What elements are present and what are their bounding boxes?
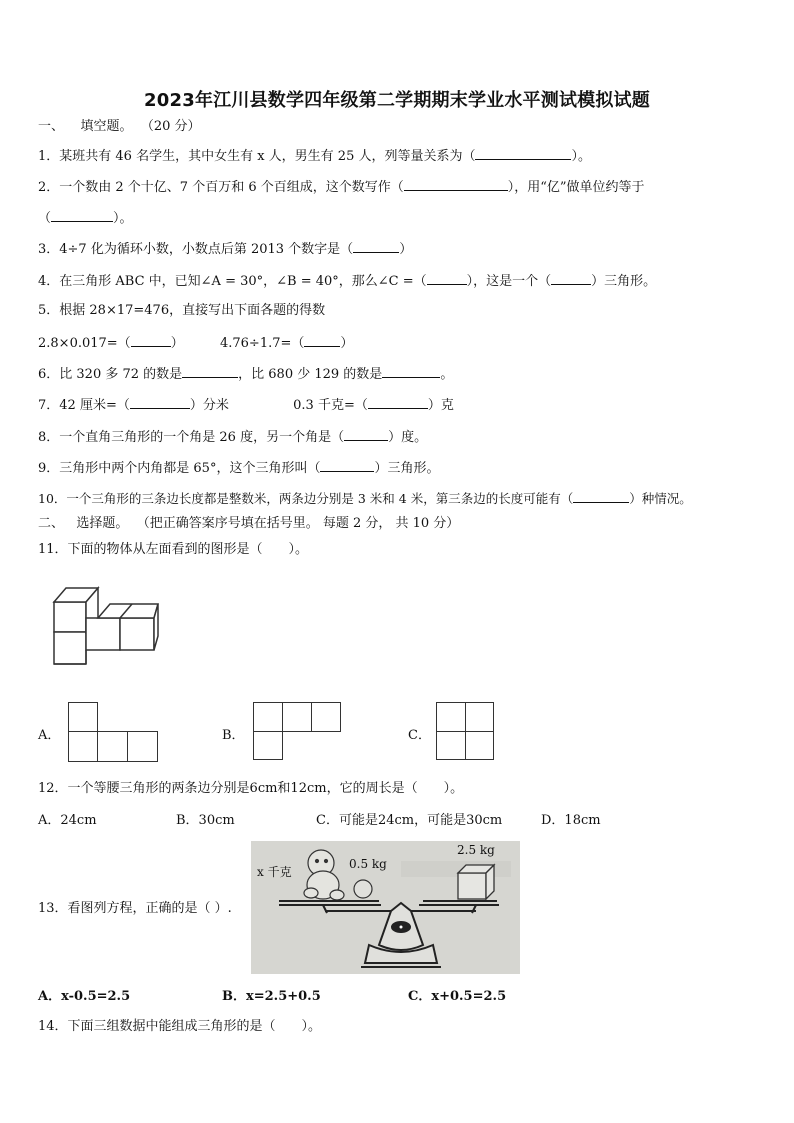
question-2	[38, 177, 645, 197]
q7b-text-end: ）克	[427, 398, 454, 413]
question-14	[38, 1018, 321, 1036]
q7a-text-end: ）分米	[189, 398, 229, 413]
q5a-answer-blank[interactable]	[131, 333, 171, 347]
q2-text-mid: ），用“亿”做单位约等于	[507, 180, 645, 195]
q5b-answer-blank[interactable]	[304, 333, 340, 347]
q13-scale-image	[251, 841, 520, 974]
question-2-cont	[38, 208, 133, 228]
q11-option-c-label[interactable]: C．	[408, 728, 431, 743]
cube-front-top	[54, 602, 86, 632]
q13-option-c[interactable]: C．x+0.5=2.5	[408, 989, 507, 1004]
q2-line2-open: （	[38, 211, 52, 226]
q1-answer-blank[interactable]	[475, 146, 571, 160]
q11-text: 11．下面的物体从左面看到的图形是（ ）。	[38, 542, 309, 557]
q13-half-kg-label: 0.5 kg	[349, 857, 387, 871]
q12-option-c[interactable]: C．可能是24cm，可能是30cm	[316, 813, 503, 828]
q9-text-end: ）三角形。	[374, 461, 440, 476]
question-5	[38, 302, 325, 320]
section-1-num: 一、	[38, 119, 65, 134]
section-1-header	[38, 118, 201, 136]
q11-option-c-figure[interactable]	[436, 702, 494, 760]
q7a-answer-blank[interactable]	[130, 395, 190, 409]
question-13	[38, 900, 232, 918]
section-2-header	[38, 515, 459, 533]
question-11	[38, 541, 308, 559]
q8-text: 8．一个直角三角形的一个角是 26 度，另一个角是（	[38, 430, 345, 445]
q8-text-end: ）度。	[388, 430, 428, 445]
q11-option-b-label[interactable]: B．	[222, 728, 245, 743]
q2-text: 2．一个数由 2 个十亿、7 个百万和 6 个百组成，这个数写作（	[38, 180, 404, 195]
q10-text-end: ）种情况。	[629, 491, 692, 506]
q1-text-end: ）。	[571, 149, 591, 164]
q11-option-a-figure[interactable]	[68, 702, 158, 762]
q8-answer-blank[interactable]	[344, 427, 388, 441]
q12-option-a[interactable]: A．24cm	[38, 813, 97, 828]
q11-option-a-label[interactable]: A．	[38, 728, 61, 743]
q5b-text: 4.76÷1.7=（	[219, 336, 305, 351]
question-8	[38, 427, 427, 447]
cube-row-1	[86, 618, 120, 650]
question-7	[38, 395, 454, 415]
q11-option-b-figure[interactable]	[253, 702, 341, 760]
q13-x-kg-label: x 千克	[257, 865, 292, 879]
q13-option-a[interactable]: A．x-0.5=2.5	[38, 989, 131, 1004]
q14-text: 14．下面三组数据中能组成三角形的是（ ）。	[38, 1019, 322, 1034]
q5a-text: 2.8×0.017=（	[38, 336, 131, 351]
q5a-text-end: ）	[170, 336, 184, 351]
q4-answer-blank-1[interactable]	[427, 271, 467, 285]
q4-answer-blank-2[interactable]	[551, 271, 591, 285]
section-2-note: （把正确答案序号填在括号里。 每题 2 分， 共 10 分）	[136, 516, 460, 531]
q10-answer-blank[interactable]	[573, 489, 629, 503]
question-4	[38, 271, 656, 291]
q4-text-mid: ），这是一个（	[466, 274, 552, 289]
q5b-text-end: ）	[340, 336, 354, 351]
q4-text: 4．在三角形 ABC 中，已知∠A = 30°，∠B = 40°，那么∠C =（	[38, 274, 427, 289]
cube-row-top	[98, 604, 158, 618]
q6-answer-blank-1[interactable]	[182, 364, 238, 378]
section-2-num: 二、	[38, 516, 65, 531]
q6-text: 6．比 320 多 72 的数是	[38, 367, 183, 382]
question-5-items	[38, 333, 353, 353]
cube-front-bottom	[54, 632, 86, 664]
q6-text-end: 。	[440, 367, 454, 382]
q5-text: 5．根据 28×17=476，直接写出下面各题的得数	[38, 303, 326, 318]
question-12	[38, 780, 463, 798]
q13-option-b[interactable]: B．x=2.5+0.5	[222, 989, 321, 1004]
q2-line2-close: ）。	[113, 211, 133, 226]
q12-text: 12．一个等腰三角形的两条边分别是6cm和12cm，它的周长是（ ）。	[38, 781, 464, 796]
q6-answer-blank-2[interactable]	[382, 364, 440, 378]
section-1-score: （20 分）	[140, 119, 201, 134]
q2-answer-blank-1[interactable]	[404, 177, 508, 191]
question-9	[38, 458, 439, 478]
page-title: 2023年江川县数学四年级第二学期期末学业水平测试模拟试题	[144, 90, 650, 111]
q9-answer-blank[interactable]	[320, 458, 374, 472]
q4-text-end: ）三角形。	[591, 274, 657, 289]
q12-option-b[interactable]: B．30cm	[176, 813, 235, 828]
q7b-text: 0.3 千克=（	[293, 398, 368, 413]
question-3	[38, 239, 412, 259]
q10-text: 10．一个三角形的三条边长度都是整数米，两条边分别是 3 米和 4 米，第三条边的长度可能有（	[38, 491, 574, 506]
q3-text-end: ）	[399, 242, 413, 257]
cube-row-2	[120, 618, 154, 650]
q7a-text: 7．42 厘米=（	[38, 398, 130, 413]
section-1-name: 填空题。	[80, 119, 133, 134]
q2-answer-blank-2[interactable]	[51, 208, 113, 222]
q3-answer-blank[interactable]	[353, 239, 399, 253]
q6-text-mid: ，比 680 少 129 的数是	[238, 367, 383, 382]
q11-solid-figure	[48, 574, 168, 669]
q9-text: 9．三角形中两个内角都是 65°，这个三角形叫（	[38, 461, 321, 476]
question-10	[38, 489, 692, 508]
q13-text: 13．看图列方程，正确的是（ ）.	[38, 901, 232, 916]
q7b-answer-blank[interactable]	[368, 395, 428, 409]
q12-option-d[interactable]: D．18cm	[541, 813, 601, 828]
q1-text: 1．某班共有 46 名学生，其中女生有 x 人，男生有 25 人，列等量关系为（	[38, 149, 476, 164]
question-6	[38, 364, 453, 384]
question-1	[38, 146, 591, 166]
q3-text: 3．4÷7 化为循环小数，小数点后第 2013 个数字是（	[38, 242, 354, 257]
q13-box-kg-label: 2.5 kg	[457, 843, 495, 857]
section-2-name: 选择题。	[76, 516, 129, 531]
